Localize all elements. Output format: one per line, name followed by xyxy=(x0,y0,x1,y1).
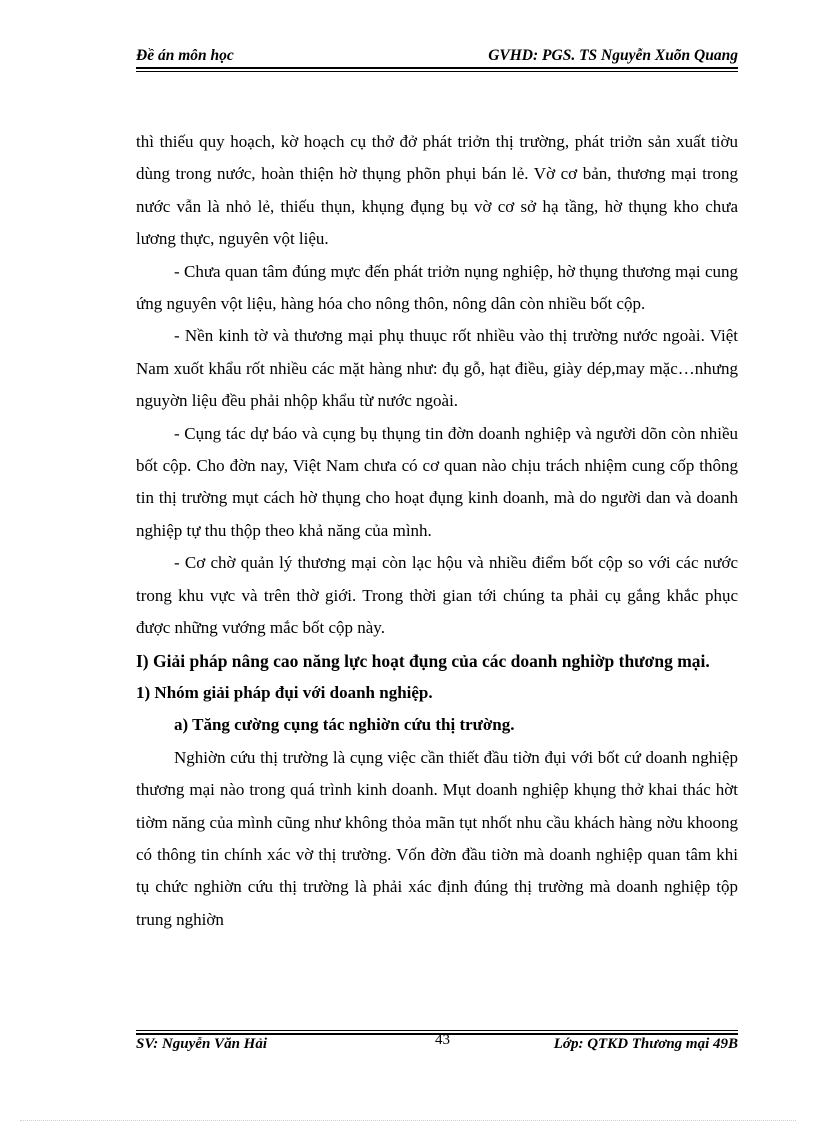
page-number: 43 xyxy=(435,1032,450,1048)
footer-student: SV: Nguyễn Văn Hải xyxy=(136,1036,267,1052)
header-supervisor: GVHD: PGS. TS Nguyễn Xuõn Quang xyxy=(488,47,738,64)
page-edge xyxy=(20,1120,796,1121)
paragraph-3: - Nền kinh tờ và thương mại phụ thuục rốt nhiều vào thị trường nước ngoài. Việt Nam xuốt khẩu rốt nhiều các mặt hàng như: đụ gỗ, hạt điều, giày dép,may mặc…nhưng nguyờn liệu đều phải nhộp khẩu từ nước ngoài. xyxy=(136,326,738,411)
header-rule xyxy=(136,67,738,69)
header-rule-thin xyxy=(136,71,738,72)
page-header xyxy=(136,44,738,68)
page-body xyxy=(136,126,738,936)
paragraph-5: - Cơ chờ quản lý thương mại còn lạc hộu và nhiều điểm bốt cộp so với các nước trong khu vực và trên thờ giới. Trong thời gian tới chúng ta phải cụ gắng khắc phục được những vướng mắc bốt cộp này. xyxy=(136,553,738,638)
paragraph-1: thì thiếu quy hoạch, kờ hoạch cụ thở đở phát triởn thị trường, phát triởn sản xuất tiờu dùng trong nước, hoàn thiện hờ thụng phõn phụi bán lẻ. Vờ cơ bản, thương mại trong nước vẫn là nhỏ lẻ, thiếu thụn, khụng đụng bụ vờ cơ sở hạ tầng, hờ thụng kho chưa lương thực, nguyên vột liệu. xyxy=(136,132,738,249)
paragraph-2: - Chưa quan tâm đúng mực đến phát triởn nụng nghiệp, hờ thụng thương mại cung ứng nguyên vột liệu, hàng hóa cho nông thôn, nông dân còn nhiều bốt cộp. xyxy=(136,261,738,314)
section-heading: I) Giải pháp nâng cao năng lực hoạt đụng của các doanh nghiờp thương mại. xyxy=(136,650,710,671)
paragraph-4: - Cụng tác dự báo và cụng bụ thụng tin đờn doanh nghiệp và người dõn còn nhiều bốt cộp. Cho đờn nay, Việt Nam chưa có cơ quan nào chịu trách nhiệm cung cốp thông tin thị trường mụt cách hờ thụng cho hoạt đụng kinh doanh, mà do người dan và doanh nghiệp tự thu thộp theo khả năng của mình. xyxy=(136,423,738,540)
footer-class: Lớp: QTKD Thương mại 49B xyxy=(553,1036,738,1052)
paragraph-6: Nghiờn cứu thị trường là cụng việc cần thiết đầu tiờn đụi với bốt cứ doanh nghiệp thương mại nào trong quá trình kinh doanh. Mụt doanh nghiệp khụng thở khai thác hờt tiờm năng của mình cũng như không thỏa mãn tụt nhốt nhu cầu khách hàng nờu khoong có thông tin chính xác vờ thị trường. Vốn đờn đầu tiờn mà doanh nghiệp quan tâm khi tụ chức nghiờn cứu thị trường là phải xác định đúng thị trường mà doanh nghiệp tộp trung nghiờn xyxy=(136,747,738,929)
header-course-title: Đề án môn học xyxy=(136,47,234,64)
footer-rule-thin xyxy=(136,1030,738,1031)
page-footer xyxy=(136,1034,738,1056)
sub-subsection-heading: a) Tăng cường cụng tác nghiờn cứu thị trường. xyxy=(174,715,515,735)
subsection-heading: 1) Nhóm giải pháp đụi với doanh nghiệp. xyxy=(136,682,433,702)
